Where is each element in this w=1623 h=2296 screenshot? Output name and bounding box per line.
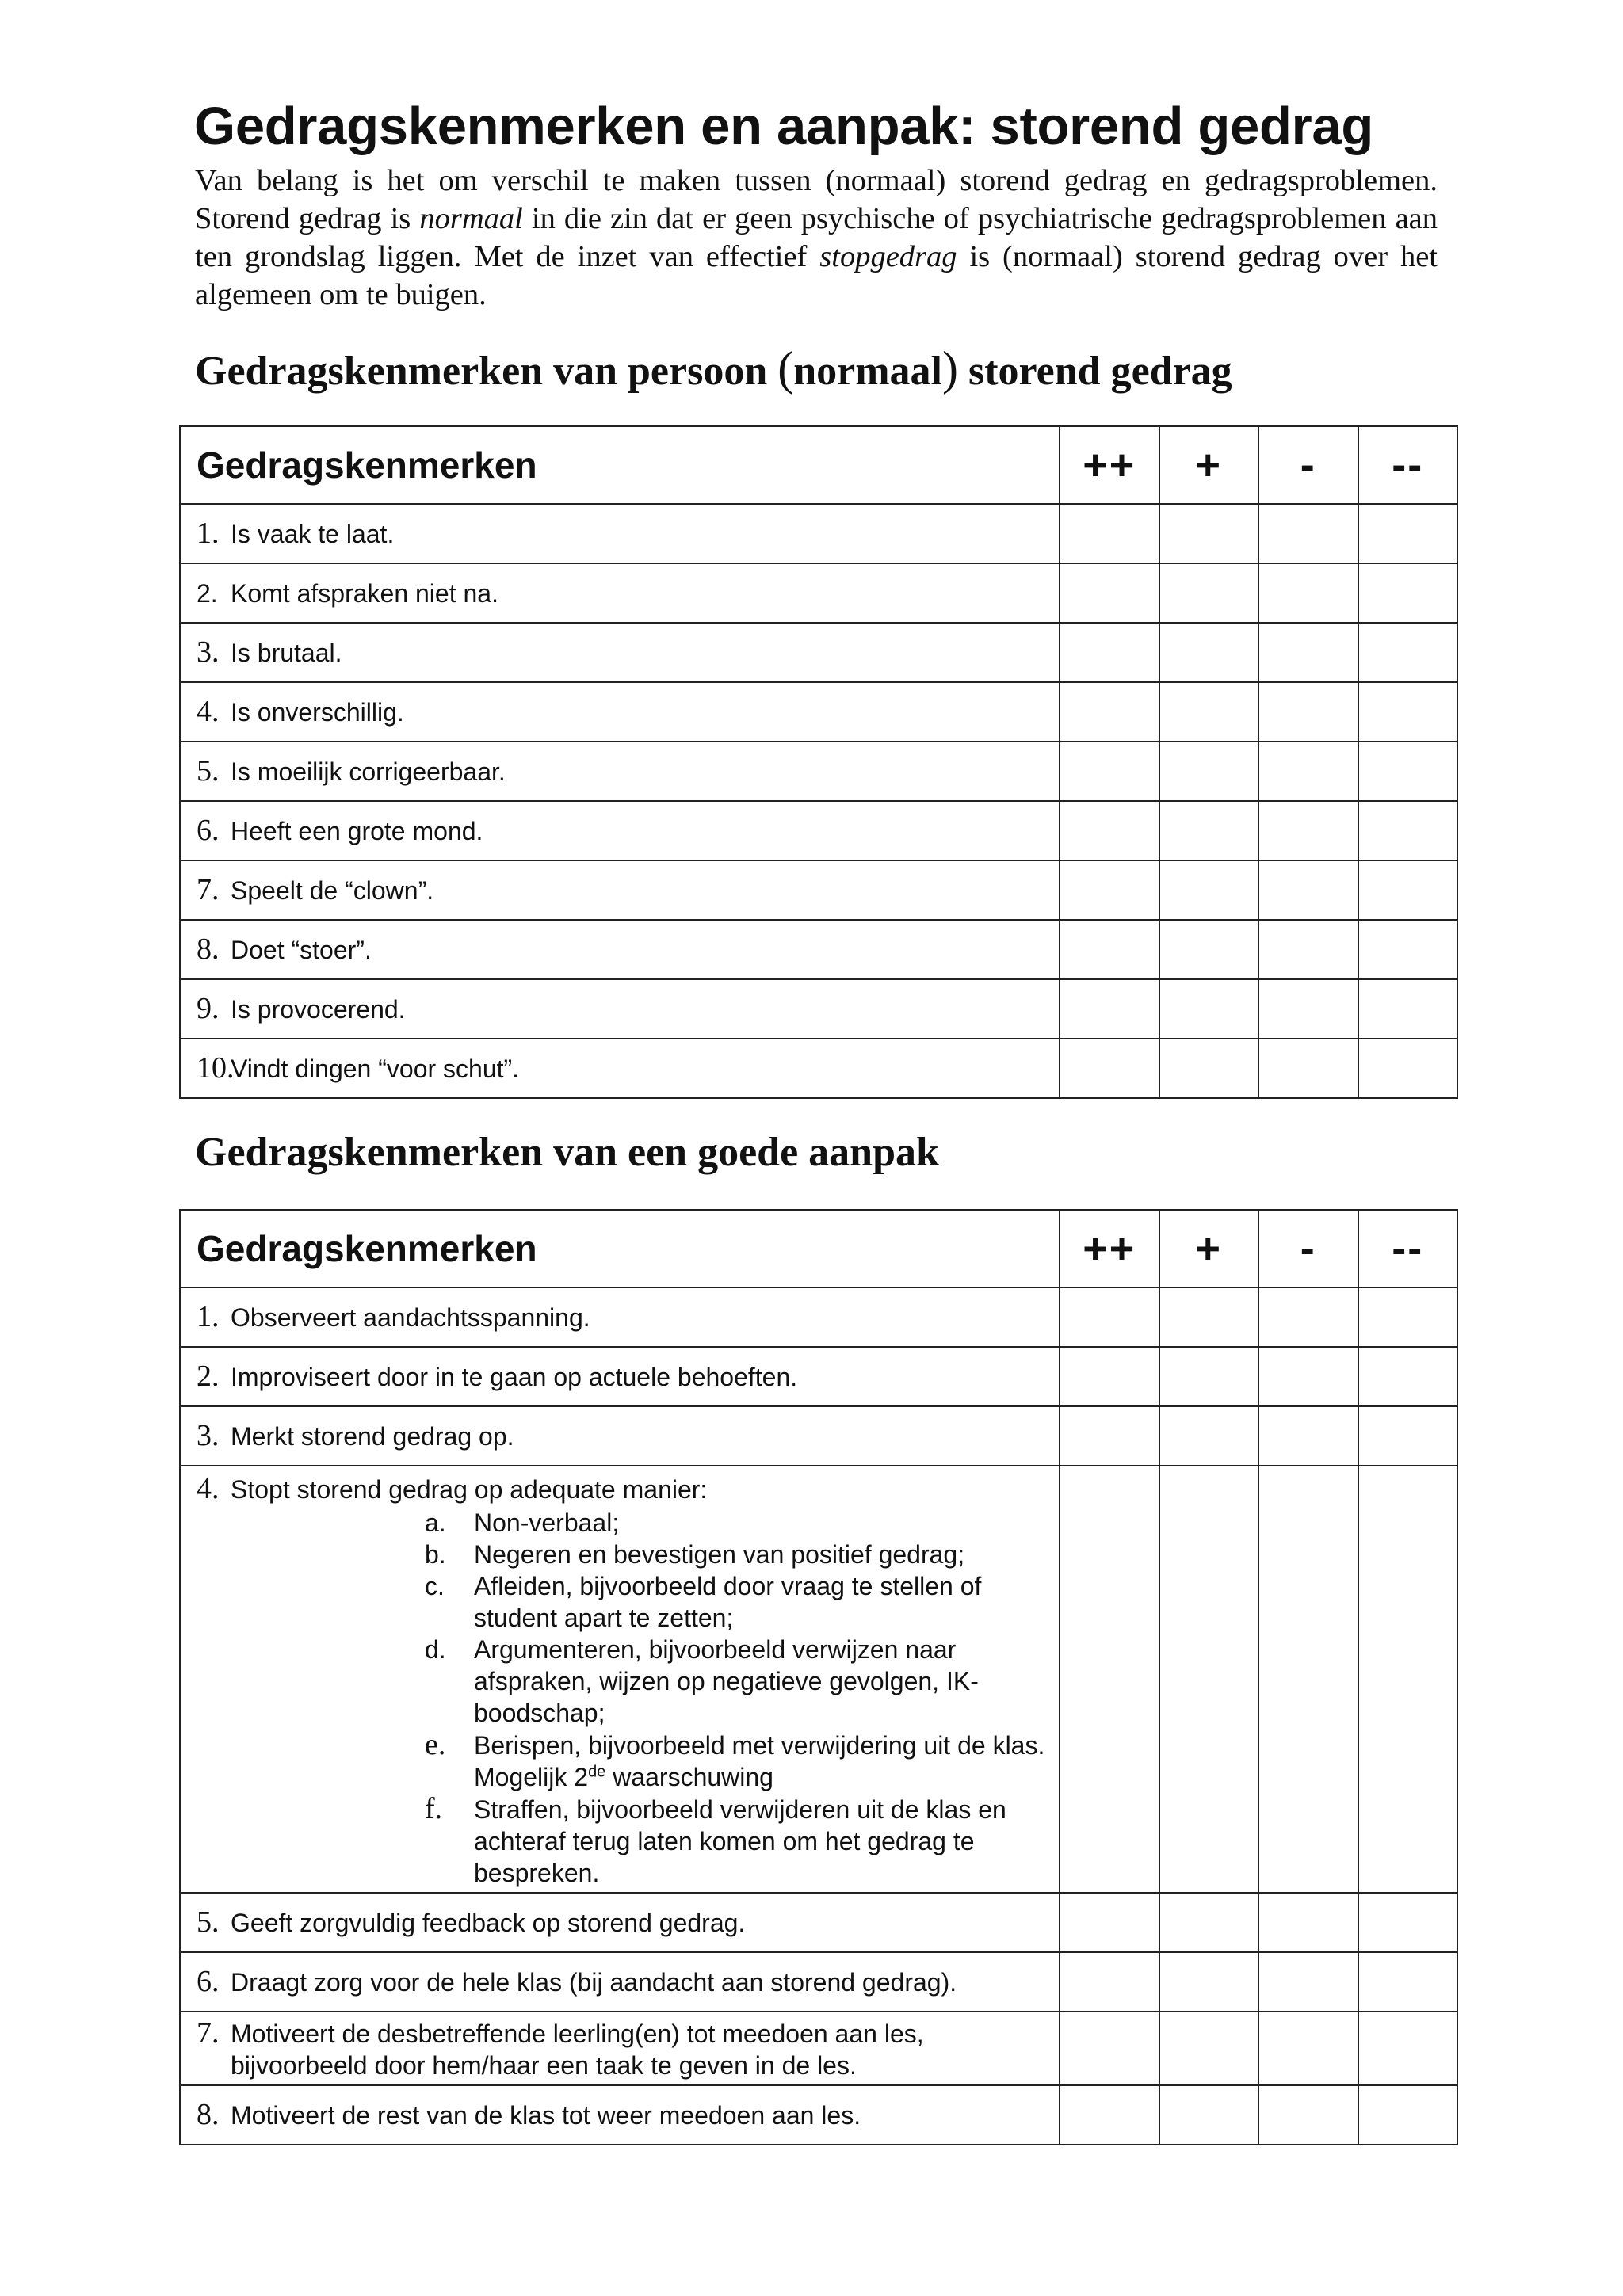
rating-cell-negative[interactable] bbox=[1258, 2012, 1358, 2085]
rating-cell-very-positive[interactable] bbox=[1060, 2085, 1159, 2145]
subitem-text: Argumenteren, bijvoorbeeld verwijzen naar afspraken, wijzen op negatieve gevolgen, IK-boodschap; bbox=[474, 1635, 979, 1727]
intro-text-3: is (normaal) storend gedrag over het algemeen om te buigen. bbox=[195, 240, 1438, 311]
table-row bbox=[180, 1893, 1457, 1952]
rating-cell-positive[interactable] bbox=[1159, 623, 1259, 682]
rating-cell-very-negative[interactable] bbox=[1358, 742, 1458, 801]
subitem-text: Negeren en bevestigen van positief gedrag; bbox=[474, 1540, 965, 1569]
rating-cell-very-negative[interactable] bbox=[1358, 1893, 1458, 1952]
subitem bbox=[181, 1507, 1059, 1539]
rating-cell-very-negative[interactable] bbox=[1358, 504, 1458, 563]
rating-cell-very-positive[interactable] bbox=[1060, 1406, 1159, 1466]
subitem-letter: c. bbox=[425, 1572, 445, 1600]
item-text: Is vaak te laat. bbox=[231, 520, 395, 548]
item-cell bbox=[180, 2012, 1060, 2085]
rating-cell-positive[interactable] bbox=[1159, 1466, 1259, 1893]
item-number: 5. bbox=[197, 754, 220, 788]
rating-cell-very-negative[interactable] bbox=[1358, 623, 1458, 682]
item-text: Is brutaal. bbox=[231, 639, 342, 667]
intro-emphasis-stopgedrag: stopgedrag bbox=[819, 240, 957, 273]
rating-cell-positive[interactable] bbox=[1159, 801, 1259, 860]
item-number: 10. bbox=[197, 1051, 235, 1085]
table-row bbox=[180, 623, 1457, 682]
subitem-text: Afleiden, bijvoorbeeld door vraag te stellen of student apart te zetten; bbox=[474, 1572, 982, 1632]
rating-cell-very-negative[interactable] bbox=[1358, 920, 1458, 979]
item-cell bbox=[180, 860, 1060, 920]
column-header-very-negative: -- bbox=[1358, 426, 1458, 504]
rating-cell-positive[interactable] bbox=[1159, 2012, 1259, 2085]
rating-cell-very-positive[interactable] bbox=[1060, 1952, 1159, 2012]
section-heading-storend-gedrag bbox=[195, 341, 1232, 399]
table-row bbox=[180, 682, 1457, 742]
item-cell bbox=[180, 1039, 1060, 1098]
rating-cell-very-positive[interactable] bbox=[1060, 742, 1159, 801]
rating-cell-positive[interactable] bbox=[1159, 563, 1259, 623]
rating-cell-positive[interactable] bbox=[1159, 1406, 1259, 1466]
table-header-row bbox=[180, 426, 1457, 504]
rating-cell-negative[interactable] bbox=[1258, 920, 1358, 979]
rating-cell-positive[interactable] bbox=[1159, 742, 1259, 801]
heading-part-1: Gedragskenmerken van persoon bbox=[195, 349, 778, 394]
item-cell bbox=[180, 623, 1060, 682]
item-cell bbox=[180, 1893, 1060, 1952]
item-cell bbox=[180, 920, 1060, 979]
rating-cell-very-negative[interactable] bbox=[1358, 1466, 1458, 1893]
item-number: 3. bbox=[197, 1419, 220, 1452]
subitem bbox=[181, 1539, 1059, 1570]
item-number: 8. bbox=[197, 933, 220, 966]
column-header-negative: - bbox=[1258, 1210, 1358, 1287]
rating-cell-negative[interactable] bbox=[1258, 1039, 1358, 1098]
rating-cell-negative[interactable] bbox=[1258, 2085, 1358, 2145]
intro-emphasis-normaal: normaal bbox=[419, 202, 523, 235]
item-text: Komt afspraken niet na. bbox=[231, 578, 498, 608]
rating-cell-negative[interactable] bbox=[1258, 504, 1358, 563]
table-row bbox=[180, 1406, 1457, 1466]
item-number: 7. bbox=[197, 2016, 220, 2050]
table-row bbox=[180, 860, 1457, 920]
rating-cell-very-negative[interactable] bbox=[1358, 682, 1458, 742]
heading-part-2: normaal bbox=[793, 349, 942, 394]
table-row bbox=[180, 1952, 1457, 2012]
rating-cell-positive[interactable] bbox=[1159, 1287, 1259, 1347]
item-number: 6. bbox=[197, 1965, 220, 1998]
rating-table-storend-gedrag bbox=[179, 425, 1458, 1099]
subitem bbox=[181, 1634, 1059, 1729]
rating-cell-very-negative[interactable] bbox=[1358, 801, 1458, 860]
rating-cell-very-negative[interactable] bbox=[1358, 860, 1458, 920]
rating-cell-negative[interactable] bbox=[1258, 1952, 1358, 2012]
rating-cell-very-negative[interactable] bbox=[1358, 1347, 1458, 1406]
rating-cell-positive[interactable] bbox=[1159, 1039, 1259, 1098]
item-text: Motiveert de rest van de klas tot weer meedoen aan les. bbox=[231, 2101, 861, 2130]
paren-close: ) bbox=[942, 342, 958, 395]
column-header-very-negative: -- bbox=[1358, 1210, 1458, 1287]
item-cell bbox=[180, 1347, 1060, 1406]
subitem-letter: b. bbox=[425, 1540, 446, 1569]
item-text: Motiveert de desbetreffende leerling(en) tot meedoen aan les, bijvoorbeeld door hem/haar een taak te geven in de les. bbox=[231, 2019, 924, 2080]
rating-cell-negative[interactable] bbox=[1258, 979, 1358, 1039]
item-number: 5. bbox=[197, 1905, 220, 1939]
item-text: Merkt storend gedrag op. bbox=[231, 1422, 514, 1451]
rating-cell-very-positive[interactable] bbox=[1060, 623, 1159, 682]
subitem-letter: e. bbox=[425, 1728, 446, 1761]
rating-cell-very-negative[interactable] bbox=[1358, 979, 1458, 1039]
table-row bbox=[180, 2085, 1457, 2145]
superscript-de: de bbox=[588, 1763, 606, 1781]
rating-cell-very-positive[interactable] bbox=[1060, 1347, 1159, 1406]
item-cell bbox=[180, 979, 1060, 1039]
column-header-positive: + bbox=[1159, 426, 1259, 504]
subitem-text: Straffen, bijvoorbeeld verwijderen uit de klas en achteraf terug laten komen om het gedrag te bespreken. bbox=[474, 1795, 1006, 1887]
rating-cell-very-negative[interactable] bbox=[1358, 1039, 1458, 1098]
column-header-very-positive: ++ bbox=[1060, 426, 1159, 504]
rating-cell-very-positive[interactable] bbox=[1060, 2012, 1159, 2085]
item-number: 4. bbox=[197, 1472, 220, 1505]
rating-cell-very-positive[interactable] bbox=[1060, 1287, 1159, 1347]
item-number: 1. bbox=[197, 517, 220, 550]
rating-cell-negative[interactable] bbox=[1258, 1287, 1358, 1347]
item-cell bbox=[180, 563, 1060, 623]
rating-cell-negative[interactable] bbox=[1258, 801, 1358, 860]
rating-cell-negative[interactable] bbox=[1258, 1406, 1358, 1466]
item-cell bbox=[180, 1952, 1060, 2012]
rating-cell-very-positive[interactable] bbox=[1060, 504, 1159, 563]
page-title: Gedragskenmerken en aanpak: storend gedrag bbox=[194, 97, 1373, 156]
table-row bbox=[180, 1039, 1457, 1098]
column-header-negative: - bbox=[1258, 426, 1358, 504]
rating-cell-very-positive[interactable] bbox=[1060, 979, 1159, 1039]
rating-cell-very-negative[interactable] bbox=[1358, 1287, 1458, 1347]
heading-part-3: storend gedrag bbox=[957, 349, 1232, 394]
table-row bbox=[180, 504, 1457, 563]
subitem bbox=[181, 1793, 1059, 1889]
rating-table-goede-aanpak bbox=[179, 1209, 1458, 2145]
item-cell bbox=[180, 682, 1060, 742]
subitem-text bbox=[474, 1730, 1059, 1793]
rating-cell-positive[interactable] bbox=[1159, 1952, 1259, 2012]
item-text: Is provocerend. bbox=[231, 995, 406, 1024]
rating-cell-positive[interactable] bbox=[1159, 2085, 1259, 2145]
item-text: Draagt zorg voor de hele klas (bij aandacht aan storend gedrag). bbox=[231, 1968, 957, 1997]
table-row bbox=[180, 920, 1457, 979]
rating-cell-very-negative[interactable] bbox=[1358, 2012, 1458, 2085]
rating-cell-negative[interactable] bbox=[1258, 1347, 1358, 1406]
rating-cell-very-negative[interactable] bbox=[1358, 1406, 1458, 1466]
subitem-letter: a. bbox=[425, 1508, 446, 1537]
rating-cell-positive[interactable] bbox=[1159, 682, 1259, 742]
rating-cell-positive[interactable] bbox=[1159, 979, 1259, 1039]
rating-cell-very-positive[interactable] bbox=[1060, 860, 1159, 920]
rating-cell-negative[interactable] bbox=[1258, 563, 1358, 623]
item-cell bbox=[180, 1466, 1060, 1893]
table-row bbox=[180, 1466, 1457, 1893]
item-cell bbox=[180, 801, 1060, 860]
rating-cell-negative[interactable] bbox=[1258, 682, 1358, 742]
subitem bbox=[181, 1570, 1059, 1634]
item-number: 9. bbox=[197, 992, 220, 1025]
item-cell bbox=[180, 504, 1060, 563]
subitem-text-line-1: Berispen, bijvoorbeeld met verwijdering uit de klas. bbox=[474, 1731, 1045, 1760]
item-cell bbox=[180, 1406, 1060, 1466]
rating-cell-very-positive[interactable] bbox=[1060, 1893, 1159, 1952]
item-number: 6. bbox=[197, 814, 220, 847]
item-text: Vindt dingen “voor schut”. bbox=[231, 1055, 520, 1083]
table-header-row bbox=[180, 1210, 1457, 1287]
rating-cell-very-positive[interactable] bbox=[1060, 801, 1159, 860]
column-header-very-positive: ++ bbox=[1060, 1210, 1159, 1287]
subitem-text-line-2-end: waarschuwing bbox=[605, 1763, 773, 1791]
subitem-text: Non-verbaal; bbox=[474, 1508, 620, 1537]
item-text: Speelt de “clown”. bbox=[231, 876, 434, 905]
item-text: Geeft zorgvuldig feedback op storend gedrag. bbox=[231, 1909, 746, 1937]
table-row bbox=[180, 563, 1457, 623]
rating-cell-negative[interactable] bbox=[1258, 860, 1358, 920]
item-text: Doet “stoer”. bbox=[231, 936, 372, 964]
rating-cell-very-positive[interactable] bbox=[1060, 1039, 1159, 1098]
table-row bbox=[180, 742, 1457, 801]
rating-cell-very-negative[interactable] bbox=[1358, 1952, 1458, 2012]
rating-cell-positive[interactable] bbox=[1159, 920, 1259, 979]
item-cell bbox=[180, 1287, 1060, 1347]
rating-cell-negative[interactable] bbox=[1258, 623, 1358, 682]
intro-paragraph bbox=[195, 162, 1438, 314]
table-row bbox=[180, 1347, 1457, 1406]
rating-cell-negative[interactable] bbox=[1258, 1893, 1358, 1952]
rating-cell-very-positive[interactable] bbox=[1060, 1466, 1159, 1893]
section-heading-goede-aanpak: Gedragskenmerken van een goede aanpak bbox=[195, 1130, 939, 1175]
subitem-list bbox=[181, 1507, 1059, 1889]
column-header-positive: + bbox=[1159, 1210, 1259, 1287]
rating-cell-very-positive[interactable] bbox=[1060, 563, 1159, 623]
rating-cell-very-negative[interactable] bbox=[1358, 2085, 1458, 2145]
column-header-gedragskenmerken: Gedragskenmerken bbox=[180, 426, 1060, 504]
intro-text-2: in die zin dat er geen psychische of psychiatrische gedragsproblemen aan ten grondslag liggen. Met de inzet van effectief bbox=[195, 202, 1438, 273]
rating-cell-very-positive[interactable] bbox=[1060, 682, 1159, 742]
subitem-letter: d. bbox=[425, 1635, 446, 1664]
table-row bbox=[180, 1287, 1457, 1347]
item-number: 3. bbox=[197, 635, 220, 669]
rating-cell-positive[interactable] bbox=[1159, 1347, 1259, 1406]
rating-cell-positive[interactable] bbox=[1159, 860, 1259, 920]
item-text: Heeft een grote mond. bbox=[231, 817, 483, 845]
table-row bbox=[180, 979, 1457, 1039]
item-cell bbox=[180, 2085, 1060, 2145]
item-number: 7. bbox=[197, 873, 220, 906]
item-text: Improviseert door in te gaan op actuele behoeften. bbox=[231, 1363, 798, 1391]
subitem bbox=[181, 1729, 1059, 1793]
rating-cell-negative[interactable] bbox=[1258, 742, 1358, 801]
item-number: 2. bbox=[197, 1360, 220, 1393]
item-number: 4. bbox=[197, 695, 220, 728]
item-number: 8. bbox=[197, 2098, 220, 2131]
subitem-text-line-2: Mogelijk 2 bbox=[474, 1763, 589, 1791]
rating-cell-negative[interactable] bbox=[1258, 1466, 1358, 1893]
rating-cell-very-positive[interactable] bbox=[1060, 920, 1159, 979]
item-text: Is onverschillig. bbox=[231, 698, 404, 727]
item-text: Stopt storend gedrag op adequate manier: bbox=[231, 1475, 708, 1504]
subitem-letter: f. bbox=[425, 1792, 443, 1825]
rating-cell-very-negative[interactable] bbox=[1358, 563, 1458, 623]
table-row bbox=[180, 2012, 1457, 2085]
intro-text-1: Van belang is het om verschil te maken tussen (normaal) storend gedrag en gedragsproblemen. Storend gedrag is bbox=[195, 164, 1438, 235]
item-text: Is moeilijk corrigeerbaar. bbox=[231, 757, 506, 786]
table-row bbox=[180, 801, 1457, 860]
item-number: 1. bbox=[197, 1300, 220, 1333]
item-number: 2. bbox=[197, 578, 218, 608]
rating-cell-positive[interactable] bbox=[1159, 1893, 1259, 1952]
paren-open: ( bbox=[777, 342, 794, 395]
item-cell bbox=[180, 742, 1060, 801]
rating-cell-positive[interactable] bbox=[1159, 504, 1259, 563]
column-header-gedragskenmerken: Gedragskenmerken bbox=[180, 1210, 1060, 1287]
item-text: Observeert aandachtsspanning. bbox=[231, 1303, 590, 1332]
